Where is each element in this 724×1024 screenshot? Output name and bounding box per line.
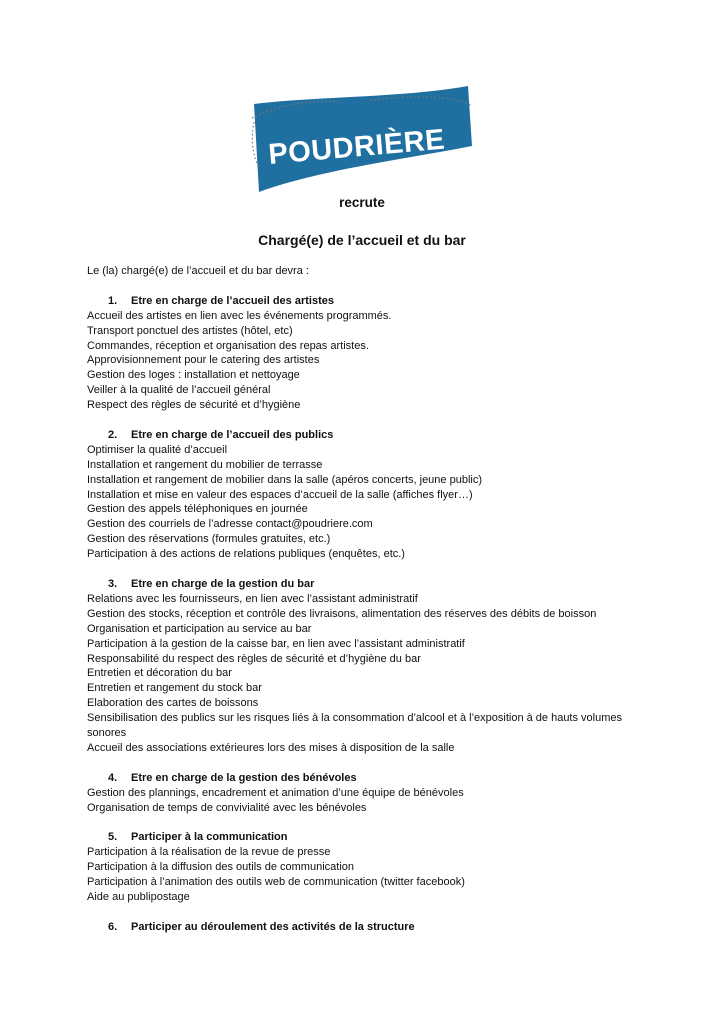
section-item: Optimiser la qualité d’accueil bbox=[87, 443, 228, 456]
section-item: Entretien et rangement du stock bar bbox=[87, 682, 262, 695]
section-item: Gestion des loges : installation et nettoyage bbox=[87, 369, 300, 382]
section-item: Participation à l’animation des outils web de communication (twitter facebook) bbox=[87, 876, 465, 889]
poudriere-logo bbox=[250, 86, 474, 194]
section-4 bbox=[87, 771, 647, 816]
section-item: Gestion des stocks, réception et contrôle des livraisons, alimentation des réserves des débits de boisson bbox=[87, 607, 597, 620]
sections-list bbox=[87, 294, 647, 935]
section-heading bbox=[87, 294, 647, 309]
section-item: Participation à la réalisation de la revue de presse bbox=[87, 846, 331, 859]
section-item: Entretien et décoration du bar bbox=[87, 667, 232, 680]
section-item: Organisation de temps de convivialité avec les bénévoles bbox=[87, 801, 367, 814]
section-item: Installation et mise en valeur des espaces d’accueil de la salle (affiches flyer…) bbox=[87, 488, 473, 501]
logo-wordmark: POUDRIÈRE bbox=[267, 123, 447, 171]
document-body bbox=[87, 264, 647, 950]
section-item: Installation et rangement du mobilier de terrasse bbox=[87, 458, 323, 471]
section-heading bbox=[87, 428, 647, 443]
section-item: Relations avec les fournisseurs, en lien avec l’assistant administratif bbox=[87, 592, 418, 605]
section-number: 6. bbox=[108, 920, 118, 933]
section-title: Etre en charge de l’accueil des publics bbox=[131, 428, 334, 441]
section-6 bbox=[87, 920, 647, 935]
section-title: Participer à la communication bbox=[131, 831, 288, 844]
section-item: Participation à des actions de relations publiques (enquêtes, etc.) bbox=[87, 548, 405, 561]
section-item: Approvisionnement pour le catering des artistes bbox=[87, 354, 320, 367]
section-number: 3. bbox=[108, 577, 118, 590]
section-item: Commandes, réception et organisation des repas artistes. bbox=[87, 339, 369, 352]
logo-tagline: rockhatry bbox=[409, 168, 457, 183]
section-item: Aide au publipostage bbox=[87, 890, 190, 903]
section-item: Organisation et participation au service au bar bbox=[87, 622, 312, 635]
section-item: Gestion des plannings, encadrement et animation d’une équipe de bénévoles bbox=[87, 786, 464, 799]
section-1 bbox=[87, 294, 647, 413]
section-title: Participer au déroulement des activités de la structure bbox=[131, 920, 415, 933]
section-item: Gestion des courriels de l’adresse contact@poudriere.com bbox=[87, 518, 373, 531]
section-number: 5. bbox=[108, 831, 118, 844]
section-item: Installation et rangement de mobilier dans la salle (apéros concerts, jeune public) bbox=[87, 473, 482, 486]
recrute-heading: recrute bbox=[339, 195, 385, 210]
section-title: Etre en charge de l’accueil des artistes bbox=[131, 294, 334, 307]
section-heading bbox=[87, 920, 647, 935]
section-item: Accueil des associations extérieures lors des mises à disposition de la salle bbox=[87, 741, 455, 754]
section-item: Participation à la gestion de la caisse bar, en lien avec l’assistant administratif bbox=[87, 637, 465, 650]
section-5 bbox=[87, 830, 647, 905]
section-heading bbox=[87, 771, 647, 786]
section-item: Sensibilisation des publics sur les risques liés à la consommation d’alcool et à l’exposition à de hauts volumes sonores bbox=[87, 712, 623, 740]
section-number: 1. bbox=[108, 294, 118, 307]
intro-text: Le (la) chargé(e) de l’accueil et du bar devra : bbox=[87, 265, 309, 277]
section-item: Responsabilité du respect des règles de sécurité et d’hygiène du bar bbox=[87, 652, 421, 665]
section-title: Etre en charge de la gestion des bénévoles bbox=[131, 771, 357, 784]
section-number: 2. bbox=[108, 428, 118, 441]
section-item: Accueil des artistes en lien avec les événements programmés. bbox=[87, 309, 392, 322]
section-item: Transport ponctuel des artistes (hôtel, etc) bbox=[87, 324, 293, 337]
section-3 bbox=[87, 577, 647, 756]
section-item: Participation à la diffusion des outils de communication bbox=[87, 861, 355, 874]
section-item: Respect des règles de sécurité et d’hygiène bbox=[87, 399, 301, 412]
page-title: Chargé(e) de l’accueil et du bar bbox=[258, 232, 466, 248]
section-heading bbox=[87, 830, 647, 845]
section-item: Gestion des appels téléphoniques en journée bbox=[87, 503, 308, 516]
section-number: 4. bbox=[108, 771, 118, 784]
section-item: Gestion des réservations (formules gratuites, etc.) bbox=[87, 533, 331, 546]
section-item: Elaboration des cartes de boissons bbox=[87, 697, 259, 710]
section-2 bbox=[87, 428, 647, 562]
section-title: Etre en charge de la gestion du bar bbox=[131, 577, 315, 590]
section-heading bbox=[87, 577, 647, 592]
section-item: Veiller à la qualité de l’accueil général bbox=[87, 384, 271, 397]
